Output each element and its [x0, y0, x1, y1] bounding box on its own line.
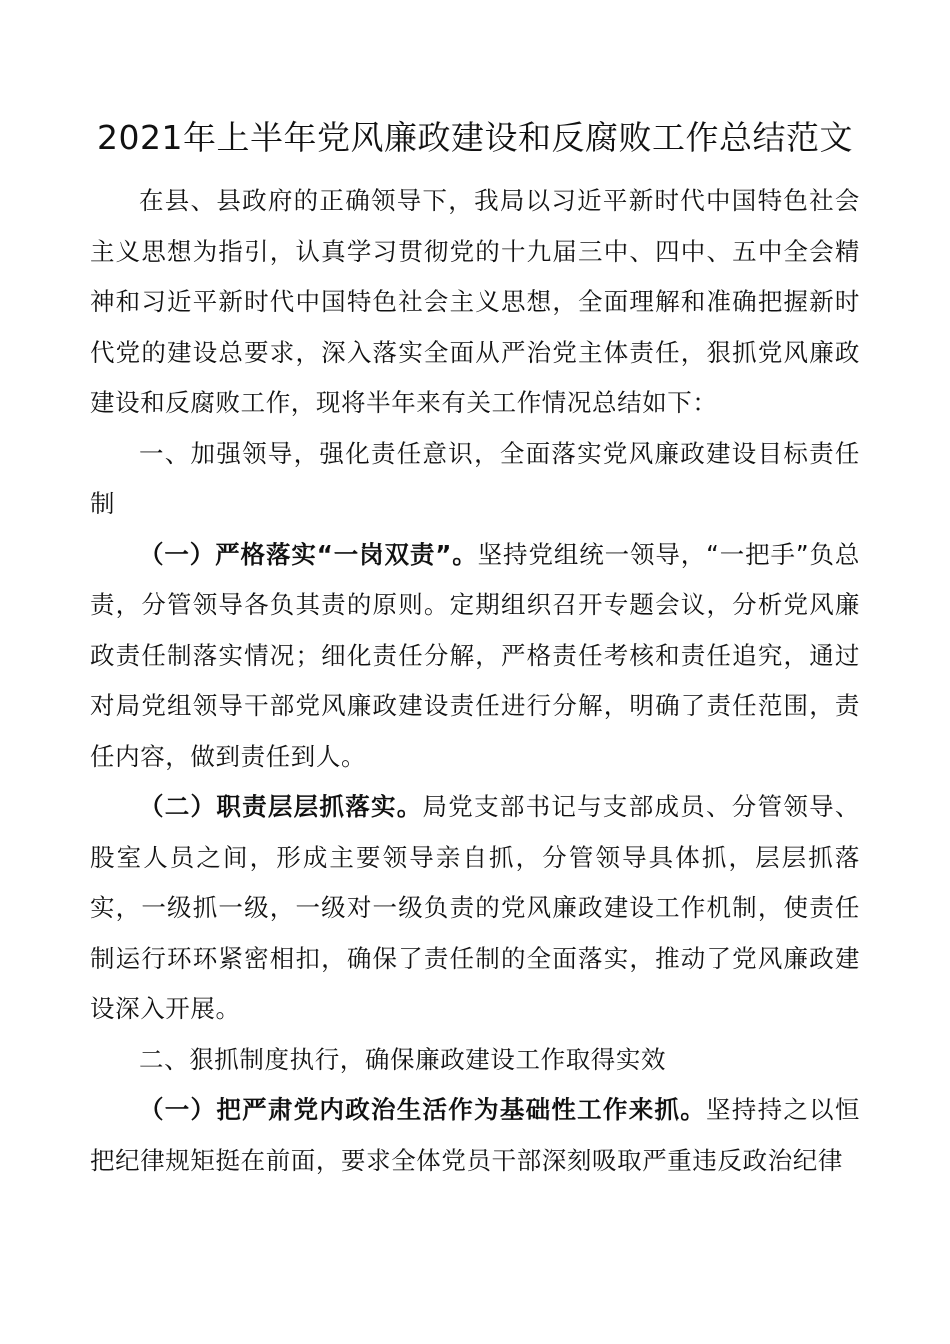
document-title: 2021年上半年党风廉政建设和反腐败工作总结范文 [97, 118, 853, 157]
paragraph-1-1-heading: （一）严格落实“一岗双责”。 [139, 539, 478, 569]
section-heading-1 [90, 429, 860, 530]
paragraph-1-2-heading: （二）职责层层抓落实。 [139, 792, 423, 821]
section-heading-2-text: 二、狠抓制度执行，确保廉政建设工作取得实效 [139, 1044, 667, 1074]
paragraph-intro-text: 在县、县政府的正确领导下，我局以习近平新时代中国特色社会主义思想为指引，认真学习贯彻党的十九届三中、四中、五中全会精神和习近平新时代中国特色社会主义思想，全面理解和准确把握新时代党的建设总要求，深入落实全面从严治党主体责任，狠抓党风廉政建设和反腐败工作，现将半年来有关工作情况总结如下： [90, 186, 860, 417]
section-heading-1-text: 一、加强领导，强化责任意识，全面落实党风廉政建设目标责任制 [90, 438, 860, 518]
paragraph-1-1-text: 坚持党组统一领导，“一把手”负总责，分管领导各负其责的原则。定期组织召开专题会议，分析党风廉政责任制落实情况；细化责任分解，严格责任考核和责任追究，通过对局党组领导干部党风廉政建设责任进行分解，明确了责任范围，责任内容，做到责任到人。 [90, 539, 861, 771]
paragraph-1-2 [90, 782, 860, 1035]
section-heading-2 [90, 1035, 860, 1086]
paragraph-1-1 [90, 530, 860, 783]
paragraph-2-1-heading: （一）把严肃党内政治生活作为基础性工作来抓。 [139, 1095, 707, 1124]
paragraph-2-1-text: 坚持持之以恒把纪律规矩挺在前面，要求全体党员干部深刻吸取严重违反政治纪律 [90, 1095, 860, 1175]
document-body [90, 176, 860, 1186]
paragraph-intro [90, 176, 860, 429]
paragraph-1-2-text: 局党支部书记与支部成员、分管领导、股室人员之间，形成主要领导亲自抓，分管领导具体抓，层层抓落实，一级抓一级，一级对一级负责的党风廉政建设工作机制，使责任制运行环环紧密相扣，确保了责任制的全面落实，推动了党风廉政建设深入开展。 [90, 792, 860, 1023]
paragraph-2-1 [90, 1085, 860, 1186]
